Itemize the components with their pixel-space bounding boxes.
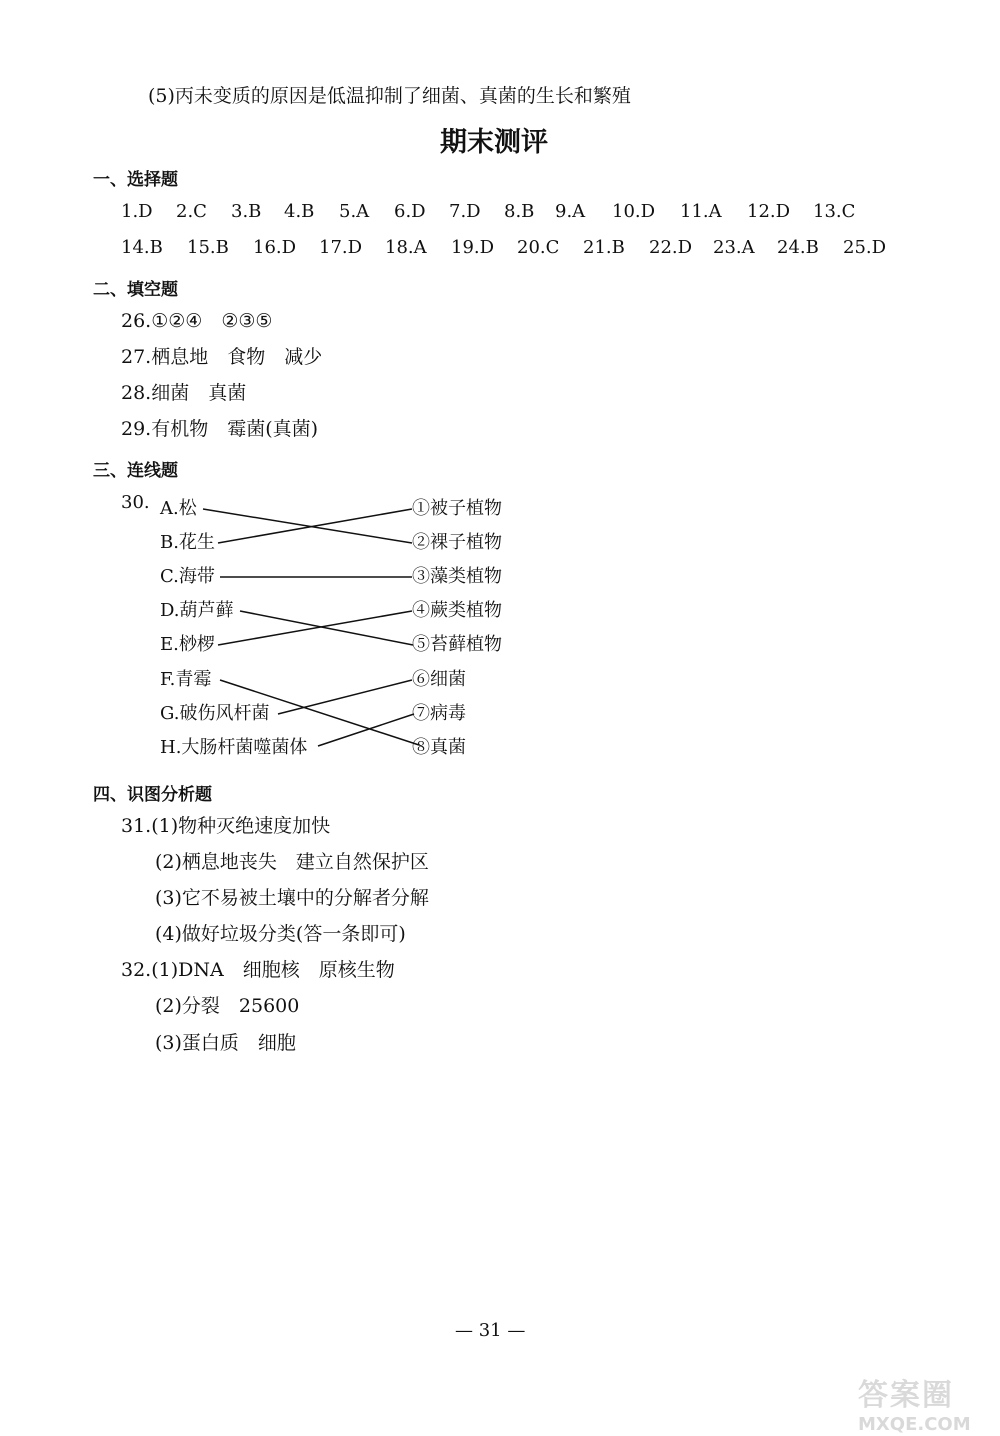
mc-answer: 22.D: [649, 237, 693, 258]
watermark-logo-text: 答案圈: [858, 1378, 954, 1413]
watermark-logo: [858, 1370, 998, 1436]
section-heading-analysis: 四、识图分析题: [93, 785, 212, 805]
page-number: — 31 —: [455, 1320, 526, 1341]
matching-left-item: H.大肠杆菌噬菌体: [160, 737, 308, 758]
matching-right-item: ③藻类植物: [412, 566, 502, 587]
mc-answer: 8.B: [504, 201, 535, 222]
mc-answer: 11.A: [680, 201, 722, 222]
matching-question-number: 30.: [121, 492, 150, 513]
matching-left-item: C.海带: [160, 566, 215, 587]
mc-answer: 25.D: [843, 237, 887, 258]
mc-answer: 5.A: [339, 201, 370, 222]
mc-answer: 3.B: [231, 201, 262, 222]
fill-answer-28: 28.细菌 真菌: [121, 382, 247, 404]
mc-answer: 9.A: [555, 201, 586, 222]
mc-answer: 7.D: [449, 201, 481, 222]
mc-answer: 1.D: [121, 201, 153, 222]
matching-right-item: ①被子植物: [412, 498, 502, 519]
analysis-answer: (4)做好垃圾分类(答一条即可): [155, 923, 406, 945]
analysis-answer: (2)分裂 25600: [155, 995, 300, 1017]
section-heading-matching: 三、连线题: [93, 461, 178, 481]
mc-answer: 21.B: [583, 237, 625, 258]
connector-line: [220, 680, 419, 745]
matching-right-item: ⑧真菌: [412, 737, 466, 758]
matching-right-item: ⑦病毒: [412, 703, 466, 724]
matching-right-item: ④蕨类植物: [412, 600, 502, 621]
mc-answer: 10.D: [612, 201, 656, 222]
matching-right-item: ②裸子植物: [412, 532, 502, 553]
matching-right-item: ⑥细菌: [412, 669, 466, 690]
fill-answer-26: 26.①②④ ②③⑤: [121, 310, 273, 332]
analysis-answer: 32.(1)DNA 细胞核 原核生物: [121, 959, 395, 981]
fill-answer-27: 27.栖息地 食物 减少: [121, 346, 323, 368]
analysis-answer: (2)栖息地丧失 建立自然保护区: [155, 851, 429, 873]
matching-right-item: ⑤苔藓植物: [412, 634, 502, 655]
mc-answer: 16.D: [253, 237, 297, 258]
matching-left-item: B.花生: [160, 532, 215, 553]
watermark-url-text: MXQE.COM: [858, 1414, 971, 1435]
matching-left-item: F.青霉: [160, 669, 212, 690]
matching-left-item: A.松: [160, 498, 197, 519]
mc-answer: 14.B: [121, 237, 163, 258]
mc-answer: 12.D: [747, 201, 791, 222]
section-heading-choice: 一、选择题: [93, 170, 178, 190]
connector-line: [278, 680, 412, 714]
section-heading-fill: 二、填空题: [93, 280, 178, 300]
mc-answer: 2.C: [176, 201, 207, 222]
mc-answer: 20.C: [517, 237, 560, 258]
analysis-answer: (3)蛋白质 细胞: [155, 1032, 296, 1054]
top-note: (5)丙未变质的原因是低温抑制了细菌、真菌的生长和繁殖: [148, 85, 631, 107]
analysis-answer: 31.(1)物种灭绝速度加快: [121, 815, 331, 837]
matching-left-item: D.葫芦藓: [160, 600, 234, 621]
mc-answer: 13.C: [813, 201, 856, 222]
analysis-answer: (3)它不易被土壤中的分解者分解: [155, 887, 429, 909]
mc-answer: 15.B: [187, 237, 229, 258]
mc-answer: 23.A: [713, 237, 755, 258]
fill-answer-29: 29.有机物 霉菌(真菌): [121, 418, 319, 440]
mc-answer: 4.B: [284, 201, 315, 222]
connector-line: [218, 611, 412, 645]
mc-answer: 18.A: [385, 237, 427, 258]
page-title: 期末测评: [440, 127, 548, 158]
mc-answer: 17.D: [319, 237, 363, 258]
mc-answer: 24.B: [777, 237, 819, 258]
connector-line: [318, 714, 414, 746]
mc-answer: 19.D: [451, 237, 495, 258]
matching-left-item: G.破伤风杆菌: [160, 703, 270, 724]
mc-answer: 6.D: [394, 201, 426, 222]
matching-left-item: E.桫椤: [160, 634, 215, 655]
